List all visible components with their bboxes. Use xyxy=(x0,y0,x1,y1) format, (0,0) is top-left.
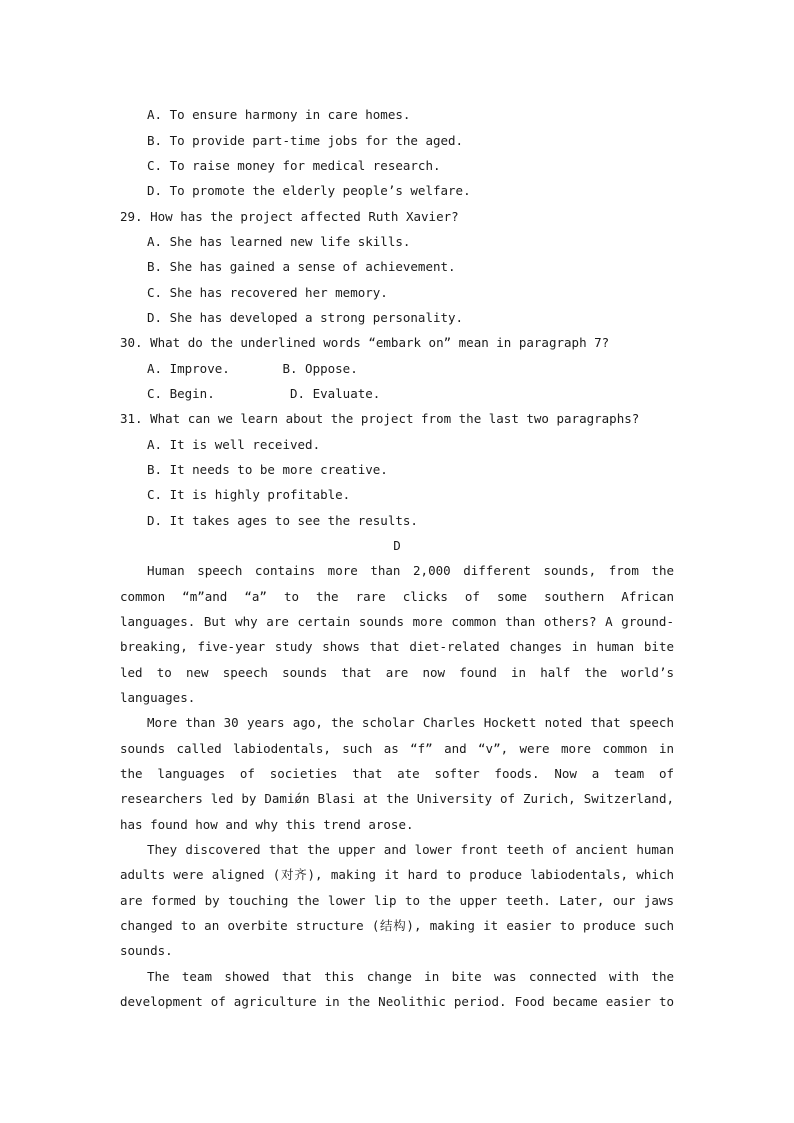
q29-stem: 29. How has the project affected Ruth Xavier? xyxy=(120,209,459,224)
p2-line-5: has found how and why this trend arose. xyxy=(120,817,414,832)
p3-line-3: are formed by touching the lower lip to the upper teeth. Later, our jaws xyxy=(120,893,674,908)
p1-line-2: common “m”and “a” to the rare clicks of some southern African xyxy=(120,589,674,604)
q28-option-a: A. To ensure harmony in care homes. xyxy=(147,107,411,122)
q31-option-b: B. It needs to be more creative. xyxy=(147,462,388,477)
q30-stem: 30. What do the underlined words “embark on” mean in paragraph 7? xyxy=(120,335,610,350)
p1-line-6: languages. xyxy=(120,690,196,705)
p2-line-4: researchers led by Damiǿn Blasi at the University of Zurich, Switzerland, xyxy=(120,791,674,806)
p1-line-4: breaking, five-year study shows that diet-related changes in human bite xyxy=(120,639,674,654)
p4-line-1: The team showed that this change in bite was connected with the xyxy=(147,969,674,984)
q28-option-b: B. To provide part-time jobs for the aged. xyxy=(147,133,464,148)
p3-line-1: They discovered that the upper and lower front teeth of ancient human xyxy=(147,842,674,857)
p2-line-2: sounds called labiodentals, such as “f” and “v”, were more common in xyxy=(120,741,674,756)
q30-options-row2: C. Begin. D. Evaluate. xyxy=(147,386,381,401)
p3-line-4: changed to an overbite structure (结构), making it easier to produce such xyxy=(120,918,674,933)
q29-option-c: C. She has recovered her memory. xyxy=(147,285,388,300)
q28-option-c: C. To raise money for medical research. xyxy=(147,158,441,173)
p4-line-2: development of agriculture in the Neolithic period. Food became easier to xyxy=(120,994,674,1009)
p3-line-2: adults were aligned (对齐), making it hard to produce labiodentals, which xyxy=(120,867,674,882)
p2-line-3: the languages of societies that ate softer foods. Now a team of xyxy=(120,766,674,781)
q30-options-row1: A. Improve. B. Oppose. xyxy=(147,361,358,376)
q28-option-d: D. To promote the elderly people’s welfare. xyxy=(147,183,471,198)
q31-option-c: C. It is highly profitable. xyxy=(147,487,351,502)
q31-option-a: A. It is well received. xyxy=(147,437,321,452)
q31-option-d: D. It takes ages to see the results. xyxy=(147,513,418,528)
section-d-heading: D xyxy=(393,538,401,553)
p1-line-1: Human speech contains more than 2,000 different sounds, from the xyxy=(147,563,674,578)
p1-line-3: languages. But why are certain sounds more common than others? A ground- xyxy=(120,614,674,629)
p1-line-5: led to new speech sounds that are now found in half the world’s xyxy=(120,665,674,680)
q29-option-d: D. She has developed a strong personality. xyxy=(147,310,464,325)
q31-stem: 31. What can we learn about the project from the last two paragraphs? xyxy=(120,411,640,426)
p3-line-5: sounds. xyxy=(120,943,173,958)
q29-option-a: A. She has learned new life skills. xyxy=(147,234,411,249)
q29-option-b: B. She has gained a sense of achievement. xyxy=(147,259,456,274)
p2-line-1: More than 30 years ago, the scholar Charles Hockett noted that speech xyxy=(147,715,674,730)
